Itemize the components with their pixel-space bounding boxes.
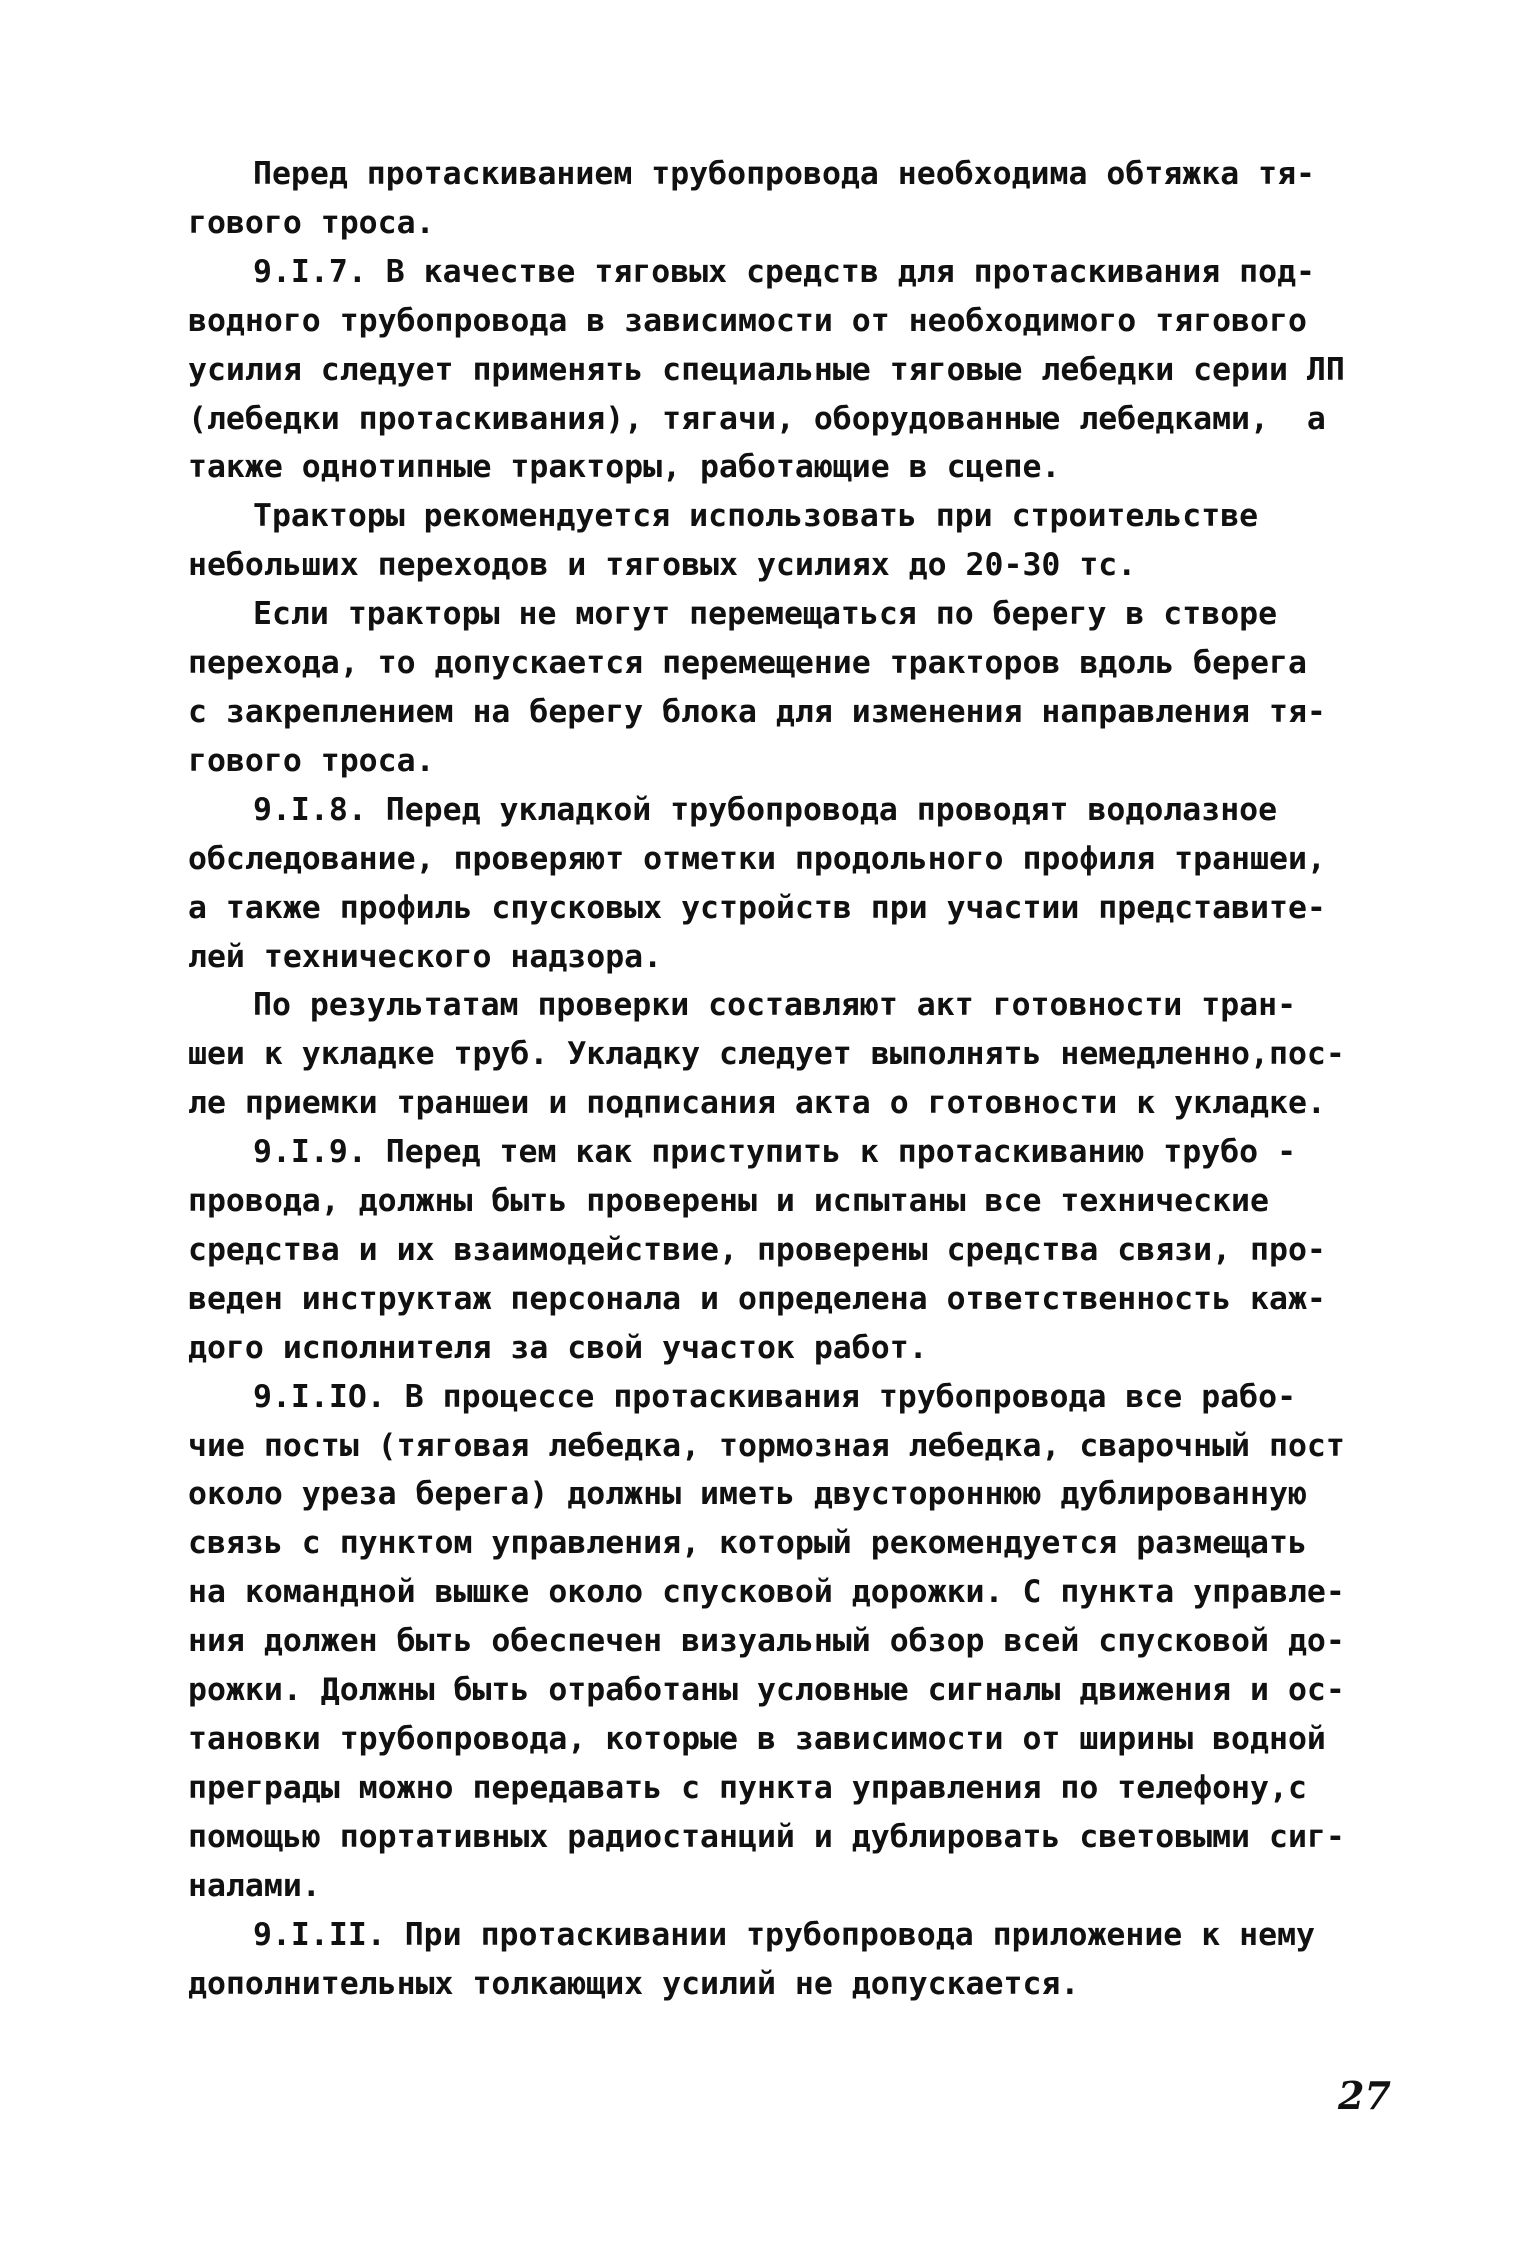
text-line: 9.I.8. Перед укладкой трубопровода проводят водолазное	[253, 791, 1278, 828]
text-line: 9.I.9. Перед тем как приступить к протаскиванию трубо -	[253, 1134, 1297, 1171]
text-line: 9.I.II. При протаскивании трубопровода приложение к нему	[253, 1916, 1316, 1953]
paragraph	[188, 492, 1408, 590]
text-line: рожки. Должны быть отработаны условные сигналы движения и ос-	[188, 1672, 1345, 1709]
text-line: водного трубопровода в зависимости от необходимого тягового	[188, 302, 1307, 339]
text-line: ния должен быть обеспечен визуальный обзор всей спусковой до-	[188, 1623, 1345, 1660]
text-line: тановки трубопровода, которые в зависимости от ширины водной	[188, 1721, 1326, 1757]
paragraph	[188, 1128, 1408, 1373]
paragraph	[188, 786, 1408, 982]
text-line: (лебедки протаскивания), тягачи, оборудованные лебедками, а	[188, 400, 1326, 437]
text-line: чие посты (тяговая лебедка, тормозная лебедка, сварочный пост	[188, 1427, 1345, 1464]
text-line: шеи к укладке труб. Укладку следует выполнять немедленно,пос-	[188, 1036, 1345, 1073]
text-line: дополнительных толкающих усилий не допускается.	[188, 1965, 1080, 2002]
text-line: с закреплением на берегу блока для изменения направления тя-	[188, 693, 1326, 730]
text-line: обследование, проверяют отметки продольного профиля траншеи,	[188, 840, 1326, 877]
text-line: Тракторы рекомендуется использовать при строительстве	[253, 498, 1259, 535]
text-line: веден инструктаж персонала и определена ответственность каж-	[188, 1280, 1326, 1317]
paragraph	[188, 1911, 1408, 2009]
text-line: средства и их взаимодействие, проверены средства связи, про-	[188, 1231, 1326, 1268]
text-line: налами.	[188, 1867, 321, 1904]
text-line: гового троса.	[188, 742, 435, 779]
text-line: Перед протаскиванием трубопровода необходима обтяжка тя-	[253, 156, 1316, 192]
text-line: также однотипные тракторы, работающие в сцепе.	[188, 449, 1061, 486]
document-body	[188, 150, 1408, 2008]
paragraph	[188, 590, 1408, 786]
text-line: небольших переходов и тяговых усилиях до 20-30 тс.	[188, 547, 1137, 584]
paragraph	[188, 981, 1408, 1128]
text-line: 9.I.7. В качестве тяговых средств для протаскивания под-	[253, 253, 1316, 290]
paragraph	[188, 248, 1408, 493]
paragraph	[188, 1373, 1408, 1911]
text-line: Если тракторы не могут перемещаться по берегу в створе	[253, 596, 1278, 633]
text-line: помощью портативных радиостанций и дублировать световыми сиг-	[188, 1818, 1345, 1855]
text-line: провода, должны быть проверены и испытаны все технические	[188, 1183, 1269, 1220]
text-line: дого исполнителя за свой участок работ.	[188, 1329, 928, 1366]
text-line: усилия следует применять специальные тяговые лебедки серии ЛП	[188, 351, 1345, 388]
page-number: 27	[1338, 2073, 1391, 2118]
text-line: лей технического надзора.	[188, 938, 663, 975]
text-line: а также профиль спусковых устройств при участии представите-	[188, 889, 1326, 926]
text-line: ле приемки траншеи и подписания акта о готовности к укладке.	[188, 1085, 1326, 1122]
text-line: По результатам проверки составляют акт готовности тран-	[253, 987, 1297, 1024]
text-line: перехода, то допускается перемещение тракторов вдоль берега	[188, 645, 1307, 682]
paragraph	[188, 150, 1408, 248]
text-line: преграды можно передавать с пункта управления по телефону,с	[188, 1769, 1307, 1806]
text-line: около уреза берега) должны иметь двустороннюю дублированную	[188, 1476, 1307, 1513]
text-line: на командной вышке около спусковой дорожки. С пункта управле-	[188, 1574, 1345, 1611]
text-line: гового троса.	[188, 204, 435, 241]
text-line: связь с пунктом управления, который рекомендуется размещать	[188, 1525, 1307, 1562]
text-line: 9.I.IO. В процессе протаскивания трубопровода все рабо-	[253, 1378, 1297, 1415]
